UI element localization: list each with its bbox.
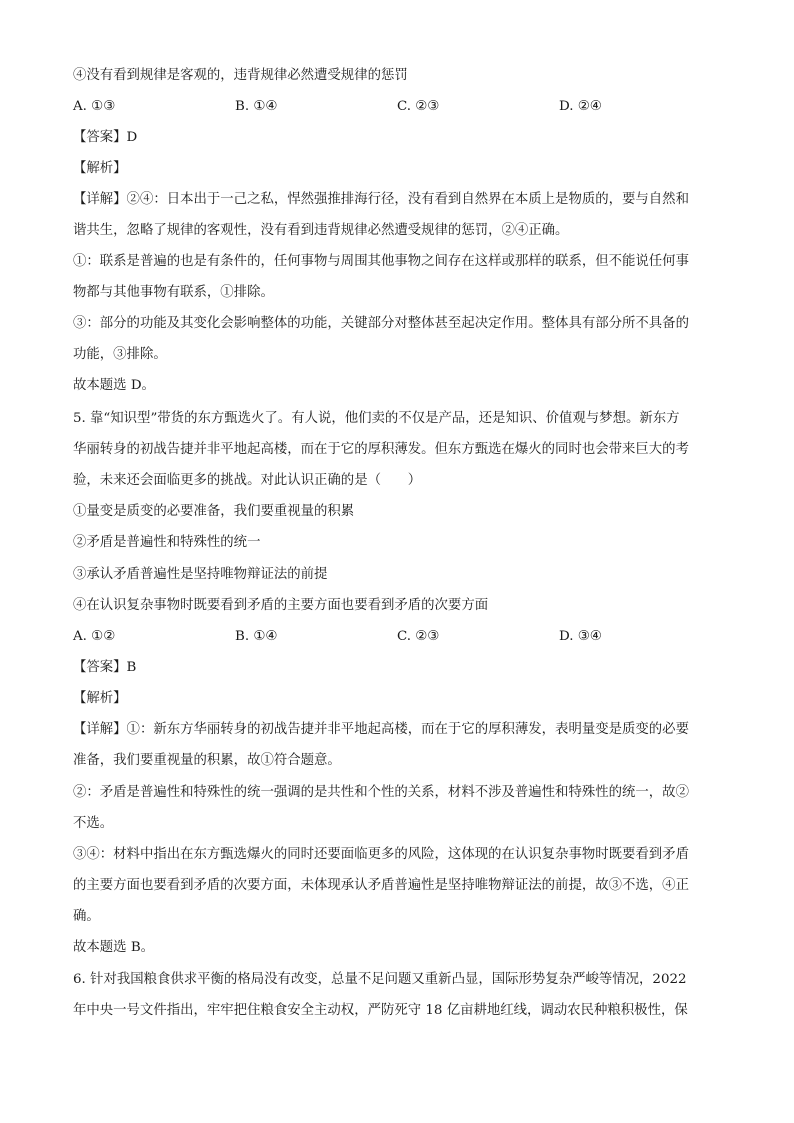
q5-option-d: D. ③④ — [559, 629, 602, 644]
q5-detail-line: 【详解】①：新东方华丽转身的初战告捷并非平地起高楼，而在于它的厚积薄发，表明量变是质变的必要 — [73, 722, 689, 737]
q4-analysis-label: 【解析】 — [73, 161, 127, 176]
q5-answer: 【答案】B — [73, 660, 137, 675]
q4-options — [73, 97, 733, 117]
q5-option-c: C. ②③ — [397, 629, 440, 644]
q4-conclusion: 故本题选 D。 — [73, 378, 155, 393]
q5-detail-line: 不选。 — [73, 816, 114, 831]
q5-detail-line: 的主要方面也要看到矛盾的次要方面，未体现承认矛盾普遍性是坚持唯物辩证法的前提，故③不选，④正 — [73, 878, 689, 893]
q4-option-c: C. ②③ — [397, 99, 440, 114]
q4-option-a: A. ①③ — [73, 99, 116, 114]
q4-detail-line: 功能，③排除。 — [73, 347, 167, 362]
q5-item-4: ④在认识复杂事物时既要看到矛盾的主要方面也要看到矛盾的次要方面 — [73, 598, 489, 613]
q4-option-d: D. ②④ — [559, 99, 602, 114]
q5-item-3: ③承认矛盾普遍性是坚持唯物辩证法的前提 — [73, 567, 328, 582]
q5-detail-line: ②：矛盾是普遍性和特殊性的统一强调的是共性和个性的关系，材料不涉及普遍性和特殊性的统一，故② — [73, 785, 689, 800]
q4-detail-line: 【详解】②④：日本出于一己之私，悍然强推排海行径，没有看到自然界在本质上是物质的，要与自然和 — [73, 192, 689, 207]
q5-detail-line: 准备，我们要重视量的积累，故①符合题意。 — [73, 753, 341, 768]
q5-option-b: B. ①④ — [235, 629, 278, 644]
q5-stem-line: 5. 靠“知识型”带货的东方甄选火了。有人说，他们卖的不仅是产品，还是知识、价值观与梦想。新东方 — [73, 411, 680, 426]
q5-options — [73, 627, 733, 647]
q6-stem-line: 6. 针对我国粮食供求平衡的格局没有改变，总量不足问题又重新凸显，国际形势复杂严峻等情况，2022 — [73, 972, 687, 987]
q5-analysis-label: 【解析】 — [73, 691, 127, 706]
q4-option-b: B. ①④ — [235, 99, 278, 114]
q4-answer: 【答案】D — [73, 130, 138, 145]
q5-option-a: A. ①② — [73, 629, 116, 644]
q4-detail-line: ①：联系是普遍的也是有条件的，任何事物与周围其他事物之间存在这样或那样的联系，但不能说任何事 — [73, 254, 689, 269]
q4-detail-line: 谐共生，忽略了规律的客观性，没有看到违背规律必然遭受规律的惩罚，②④正确。 — [73, 223, 569, 238]
q4-detail-line: 物都与其他事物有联系，①排除。 — [73, 285, 274, 300]
q5-conclusion: 故本题选 B。 — [73, 940, 155, 955]
q4-item-4: ④没有看到规律是客观的，违背规律必然遭受规律的惩罚 — [73, 68, 408, 83]
q5-stem-line: 华丽转身的初战告捷并非平地起高楼，而在于它的厚积薄发。但东方甄选在爆火的同时也会带来巨大的考 — [73, 442, 689, 457]
q5-item-2: ②矛盾是普遍性和特殊性的统一 — [73, 535, 261, 550]
q5-detail-line: ③④：材料中指出在东方甄选爆火的同时还要面临更多的风险，这体现的在认识复杂事物时既要看到矛盾 — [73, 847, 689, 862]
q5-item-1: ①量变是质变的必要准备，我们要重视量的积累 — [73, 504, 355, 519]
q5-detail-line: 确。 — [73, 909, 100, 924]
q4-detail-line: ③：部分的功能及其变化会影响整体的功能，关键部分对整体甚至起决定作用。整体具有部分所不具备的 — [73, 316, 689, 331]
q6-stem-line: 年中央一号文件指出，牢牢把住粮食安全主动权，严防死守 18 亿亩耕地红线，调动农民种粮积极性，保 — [73, 1003, 688, 1018]
q5-stem-line: 验，未来还会面临更多的挑战。对此认识正确的是（ ） — [73, 473, 422, 488]
